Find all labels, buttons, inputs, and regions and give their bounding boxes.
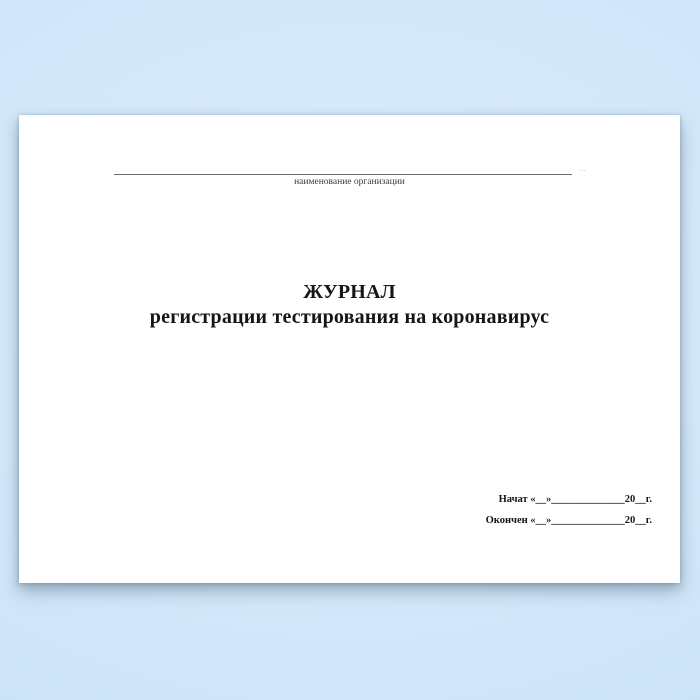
date-finished-line: Окончен «__»______________20__г. bbox=[485, 515, 652, 526]
journal-title-main: ЖУРНАЛ bbox=[303, 281, 396, 303]
journal-title bbox=[19, 280, 680, 330]
date-started-line: Начат «__»______________20__г. bbox=[498, 494, 652, 505]
journal-dates bbox=[486, 493, 652, 535]
journal-cover-page bbox=[19, 115, 680, 583]
organization-name-caption: наименование организации bbox=[294, 177, 405, 187]
organization-name-blank-line bbox=[114, 161, 587, 175]
journal-title-subtitle: регистрации тестирования на коронавирус bbox=[149, 306, 550, 328]
line-end-marks: .. bbox=[579, 165, 587, 173]
